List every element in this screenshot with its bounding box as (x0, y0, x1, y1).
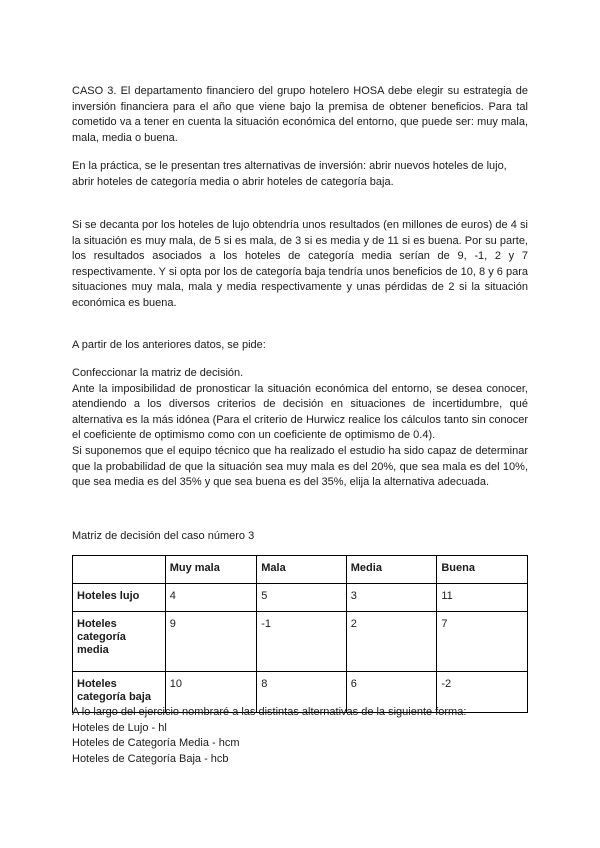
naming-item-hl: Hoteles de Lujo - hl (72, 721, 167, 734)
table-cell: -1 (257, 612, 347, 672)
table-header-row (73, 556, 528, 584)
header-mala: Mala (257, 556, 347, 584)
table-cell: -2 (437, 672, 528, 713)
naming-intro: A lo largo del ejercicio nombraré a las distintas alternativas de la siguiente forma: (72, 706, 467, 718)
header-buena: Buena (437, 556, 528, 584)
header-corner (73, 556, 166, 584)
table-cell: 2 (346, 612, 437, 672)
task-3: Si suponemos que el equipo técnico que ha realizado el estudio ha sido capaz de determinar que la probabilidad de que la situación sea muy mala es del 20%, que sea mala es del 10%, que sea media es del 35% y que sea buena es del 35%, elija la alternativa adecuada. (72, 444, 528, 489)
table-row (73, 584, 528, 612)
row-label-lujo: Hoteles lujo (73, 584, 166, 612)
ask-paragraph: A partir de los anteriores datos, se pide: (72, 339, 266, 351)
intro-paragraph: CASO 3. El departamento financiero del grupo hotelero HOSA debe elegir su estrategia de inversión financiera para el año que viene bajo la premisa de obtener beneficios. Para tal cometido va a tener en cuenta la situación económica del entorno, que puede ser: muy mala, mala, media o buena. (72, 85, 528, 144)
table-row (73, 612, 528, 672)
tasks-block (72, 366, 528, 491)
table-cell: 8 (257, 672, 347, 713)
table-cell: 6 (346, 672, 437, 713)
table-cell: 11 (437, 584, 528, 612)
row-label-baja: Hoteles categoría baja (73, 672, 166, 713)
task-2: Ante la imposibilidad de pronosticar la situación económica del entorno, se desea conocer, atendiendo a los diversos criterios de decisión en situaciones de incertidumbre, qué alternativa es la más idónea (Para el criterio de Hurwicz realice los cálculos tanto sin conocer el coeficiente de optimismo como con un coeficiente de optimismo de 0.4). (72, 382, 528, 442)
table-cell: 5 (257, 584, 347, 612)
table-cell: 4 (165, 584, 257, 612)
decision-matrix-table (72, 555, 528, 713)
naming-block (72, 705, 528, 767)
naming-item-hcb: Hoteles de Categoría Baja - hcb (72, 752, 229, 765)
table-cell: 3 (346, 584, 437, 612)
results-paragraph: Si se decanta por los hoteles de lujo obtendría unos resultados (en millones de euros) de 4 si la situación es muy mala, de 5 si es mala, de 3 si es media y de 11 si es buena. Por su parte, los resultados asociados a los hoteles de categoría media serían de 9, -1, 2 y 7 respectivamente. Y si opta por los de categoría baja tendría unos beneficios de 10, 8 y 6 para situaciones muy mala, mala y media respectivamente y unas pérdidas de 2 si la situación económica es buena. (72, 219, 528, 309)
alternatives-paragraph: En la práctica, se le presentan tres alternativas de inversión: abrir nuevos hoteles de lujo, abrir hoteles de categoría media o abrir hoteles de categoría baja. (72, 160, 507, 188)
header-muy-mala: Muy mala (165, 556, 257, 584)
row-label-media: Hoteles categoría media (73, 612, 166, 672)
table-caption: Matriz de decisión del caso número 3 (72, 530, 255, 542)
table-cell: 7 (437, 612, 528, 672)
task-1: Confeccionar la matriz de decisión. (72, 367, 244, 379)
naming-item-hcm: Hoteles de Categoría Media - hcm (72, 737, 240, 750)
table-cell: 10 (165, 672, 257, 713)
table-cell: 9 (165, 612, 257, 672)
header-media: Media (346, 556, 437, 584)
